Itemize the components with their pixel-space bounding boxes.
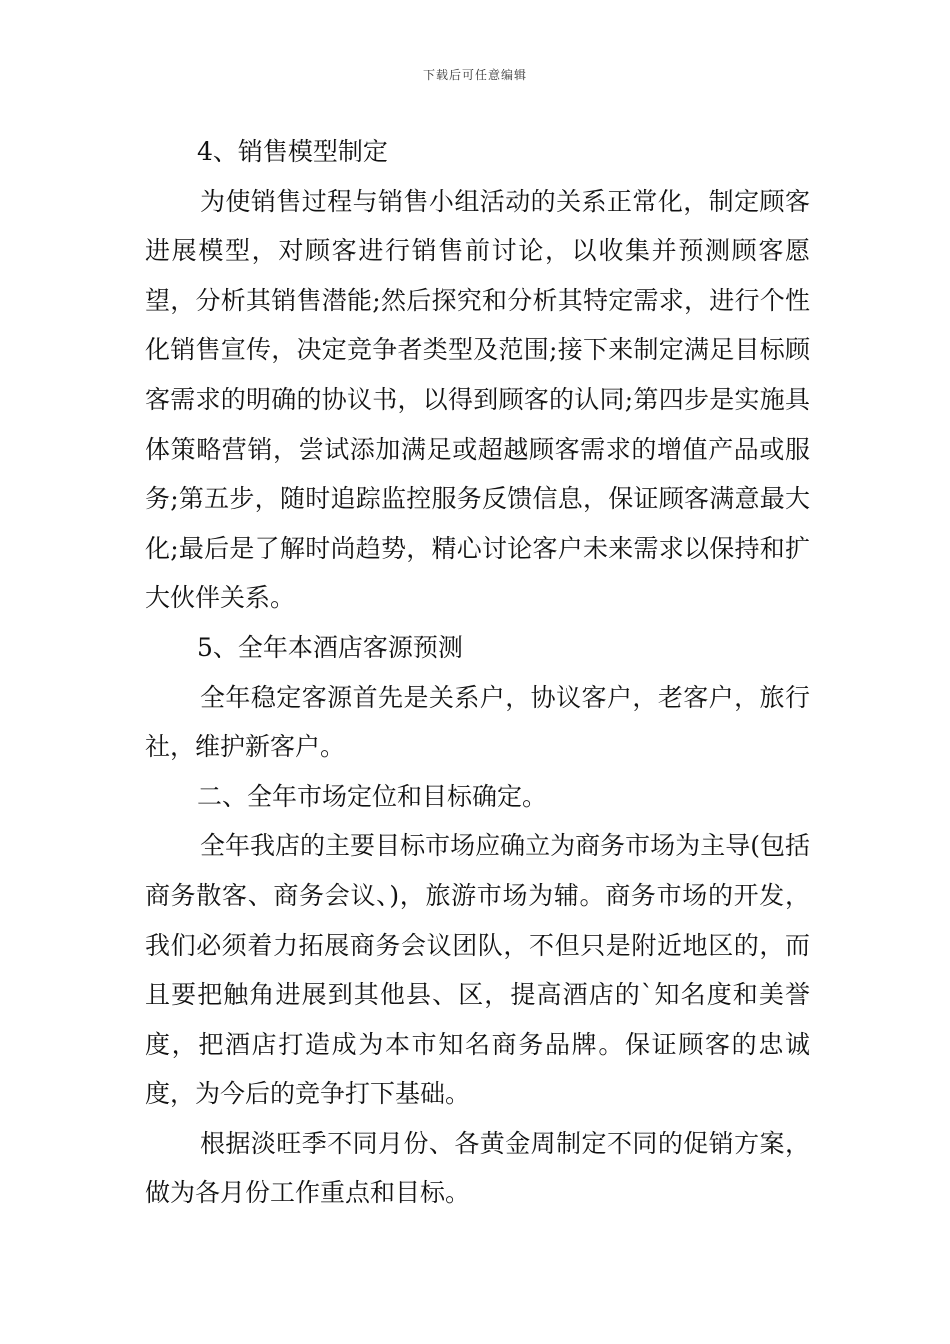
paragraph-guest-forecast: 全年稳定客源首先是关系户，协议客户，老客户，旅行社，维护新客户。: [145, 682, 810, 762]
document-body: [145, 127, 810, 1218]
section-heading-sales-model: 4、销售模型制定: [197, 137, 388, 166]
section-heading-market-positioning: 二、全年市场定位和目标确定。: [197, 781, 548, 811]
section-heading-guest-forecast: 5、全年本酒店客源预测: [197, 632, 463, 662]
paragraph-promotion-plan: 根据淡旺季不同月份、各黄金周制定不同的促销方案，做为各月份工作重点和目标。: [145, 1128, 810, 1208]
paragraph-sales-model: 为使销售过程与销售小组活动的关系正常化，制定顾客进展模型，对顾客进行销售前讨论，以收集并预测顾客愿望，分析其销售潜能;然后探究和分析其特定需求，进行个性化销售宣传，决定竞争者类型及范围;接下来制定满足目标顾客需求的明确的协议书，以得到顾客的认同;第四步是实施具体策略营销，尝试添加满足或超越顾客需求的增值产品或服务;第五步，随时追踪监控服务反馈信息，保证顾客满意最大化;最后是了解时尚趋势，精心讨论客户未来需求以保持和扩大伙伴关系。: [145, 186, 810, 613]
page-header: 下载后可任意编辑: [422, 68, 527, 82]
paragraph-market-positioning: 全年我店的主要目标市场应确立为商务市场为主导(包括商务散客、商务会议、)，旅游市场为辅。商务市场的开发，我们必须着力拓展商务会议团队，不但只是附近地区的，而且要把触角进展到其他县、区，提高酒店的`知名度和美誉度，把酒店打造成为本市知名商务品牌。保证顾客的忠诚度，为今后的竞争打下基础。: [145, 831, 810, 1109]
